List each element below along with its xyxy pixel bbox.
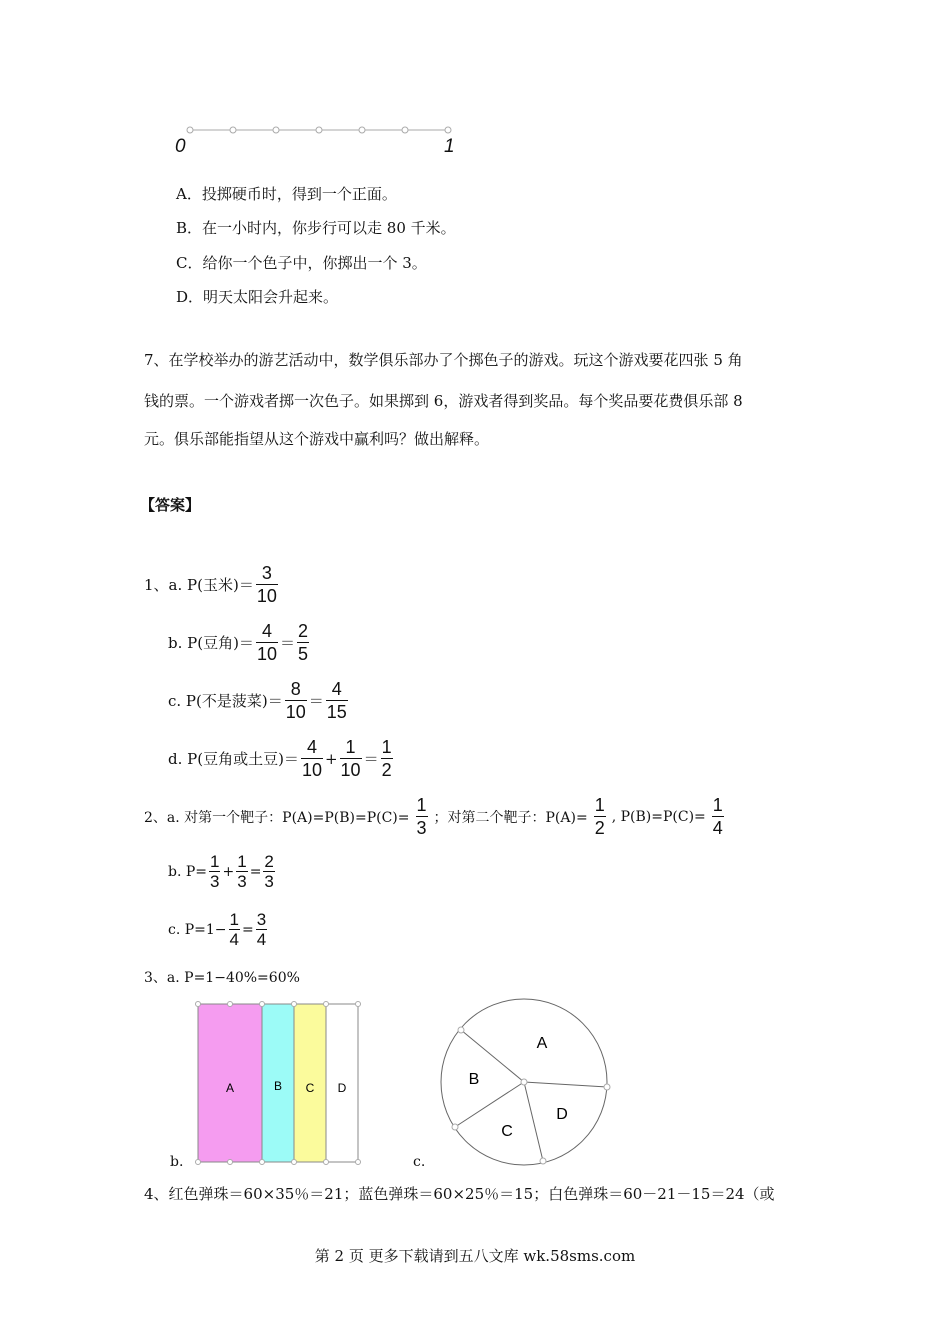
equals-sign: ＝ xyxy=(279,634,295,652)
bar-diagram xyxy=(192,996,367,1171)
fraction: $\frac{8}{10}$ xyxy=(285,679,306,722)
number-line-end: 1 xyxy=(444,136,455,157)
answer-1c-label: c. P(不是菠菜)＝ xyxy=(168,692,283,710)
number-line xyxy=(180,120,470,140)
fraction: $\frac{4}{15}$ xyxy=(326,679,347,722)
fraction: $\frac{1}{2}$ xyxy=(381,737,392,780)
pie-label-b: B xyxy=(468,1071,480,1088)
pie-label-c: C xyxy=(501,1123,513,1140)
question-7-line3: 元。俱乐部能指望从这个游戏中赢利吗？做出解释。 xyxy=(144,430,490,448)
fraction: $\frac{4}{10}$ xyxy=(301,737,322,780)
fraction: $\frac{1}{10}$ xyxy=(340,737,361,780)
pie-diagram xyxy=(436,995,616,1170)
bar-label-a: A xyxy=(225,1081,235,1095)
fraction: $\frac{4}{10}$ xyxy=(256,621,277,664)
pie-label-a: A xyxy=(536,1035,548,1052)
answer-1d-label: d. P(豆角或土豆)＝ xyxy=(168,750,299,768)
plus-sign: + xyxy=(324,749,338,768)
option-b: B．在一小时内，你步行可以走 80 千米。 xyxy=(176,219,456,237)
option-c: C．给你一个色子中，你掷出一个 3。 xyxy=(176,254,427,272)
answer-4: 4、红色弹珠＝60×35％＝21；蓝色弹珠＝60×25％＝15；白色弹珠＝60－21－15＝24（或 xyxy=(144,1185,775,1203)
equals-sign: = xyxy=(249,863,262,880)
equals-sign: ＝ xyxy=(363,750,379,768)
answer-1b xyxy=(168,620,311,665)
answer-1b-label: b. P(豆角)＝ xyxy=(168,634,254,652)
answer-1c xyxy=(168,678,350,723)
equals-sign: ＝ xyxy=(308,692,324,710)
fraction: $\frac{1}{4}$ xyxy=(712,795,723,838)
bar-label-c: C xyxy=(305,1081,315,1095)
fraction: $\frac{2}{3}$ xyxy=(264,852,274,891)
number-line-start: 0 xyxy=(175,136,186,157)
question-7-line1: 7、在学校举办的游艺活动中，数学俱乐部办了个掷色子的游戏。玩这个游戏要花四张 5 角 xyxy=(144,351,743,369)
answer-3b-label: b. xyxy=(170,1154,184,1170)
bar-label-b: B xyxy=(273,1079,283,1093)
bar-label-d: D xyxy=(337,1081,347,1095)
answer-heading: 【答案】 xyxy=(140,496,201,514)
equals-sign: = xyxy=(242,921,254,938)
answer-2a xyxy=(144,794,730,839)
answer-2a-label: 2、a. 对第一个靶子：P(A)=P(B)=P(C)= xyxy=(144,809,410,826)
fraction: $\frac{1}{4}$ xyxy=(229,910,239,949)
page-footer: 第 2 页 更多下载请到五八文库 wk.58sms.com xyxy=(314,1247,636,1265)
fraction: $\frac{3}{4}$ xyxy=(256,910,267,949)
answer-2c-label: c. P=1− xyxy=(168,921,227,938)
fraction: $\frac{1}{3}$ xyxy=(237,852,247,891)
answer-3c-label: c. xyxy=(413,1154,426,1170)
answer-2c xyxy=(168,910,269,949)
answer-1d xyxy=(168,736,395,781)
answer-2b-label: b. P= xyxy=(168,863,208,880)
question-7-line2: 钱的票。一个游戏者掷一次色子。如果掷到 6，游戏者得到奖品。每个奖品要花费俱乐部 8 xyxy=(144,392,743,410)
option-a: A．投掷硬币时，得到一个正面。 xyxy=(176,185,397,203)
fraction: $\frac{3}{10}$ xyxy=(256,563,277,606)
fraction: $\frac{1}{3}$ xyxy=(210,852,220,891)
fraction: $\frac{2}{5}$ xyxy=(297,621,308,664)
answer-1a xyxy=(144,562,280,607)
fraction: $\frac{1}{3}$ xyxy=(416,795,427,838)
answer-2a-mid: ；对第二个靶子：P(A)= xyxy=(433,809,588,826)
answer-2a-mid2: , P(B)=P(C)= xyxy=(611,808,706,825)
option-d: D．明天太阳会升起来。 xyxy=(176,288,339,306)
plus-sign: + xyxy=(222,863,235,880)
answer-2b xyxy=(168,852,277,891)
answer-3a: 3、a. P=1−40%=60% xyxy=(144,970,300,986)
fraction: $\frac{1}{2}$ xyxy=(594,795,605,838)
answer-1a-label: 1、a. P(玉米)＝ xyxy=(144,576,254,594)
pie-label-d: D xyxy=(556,1106,568,1123)
